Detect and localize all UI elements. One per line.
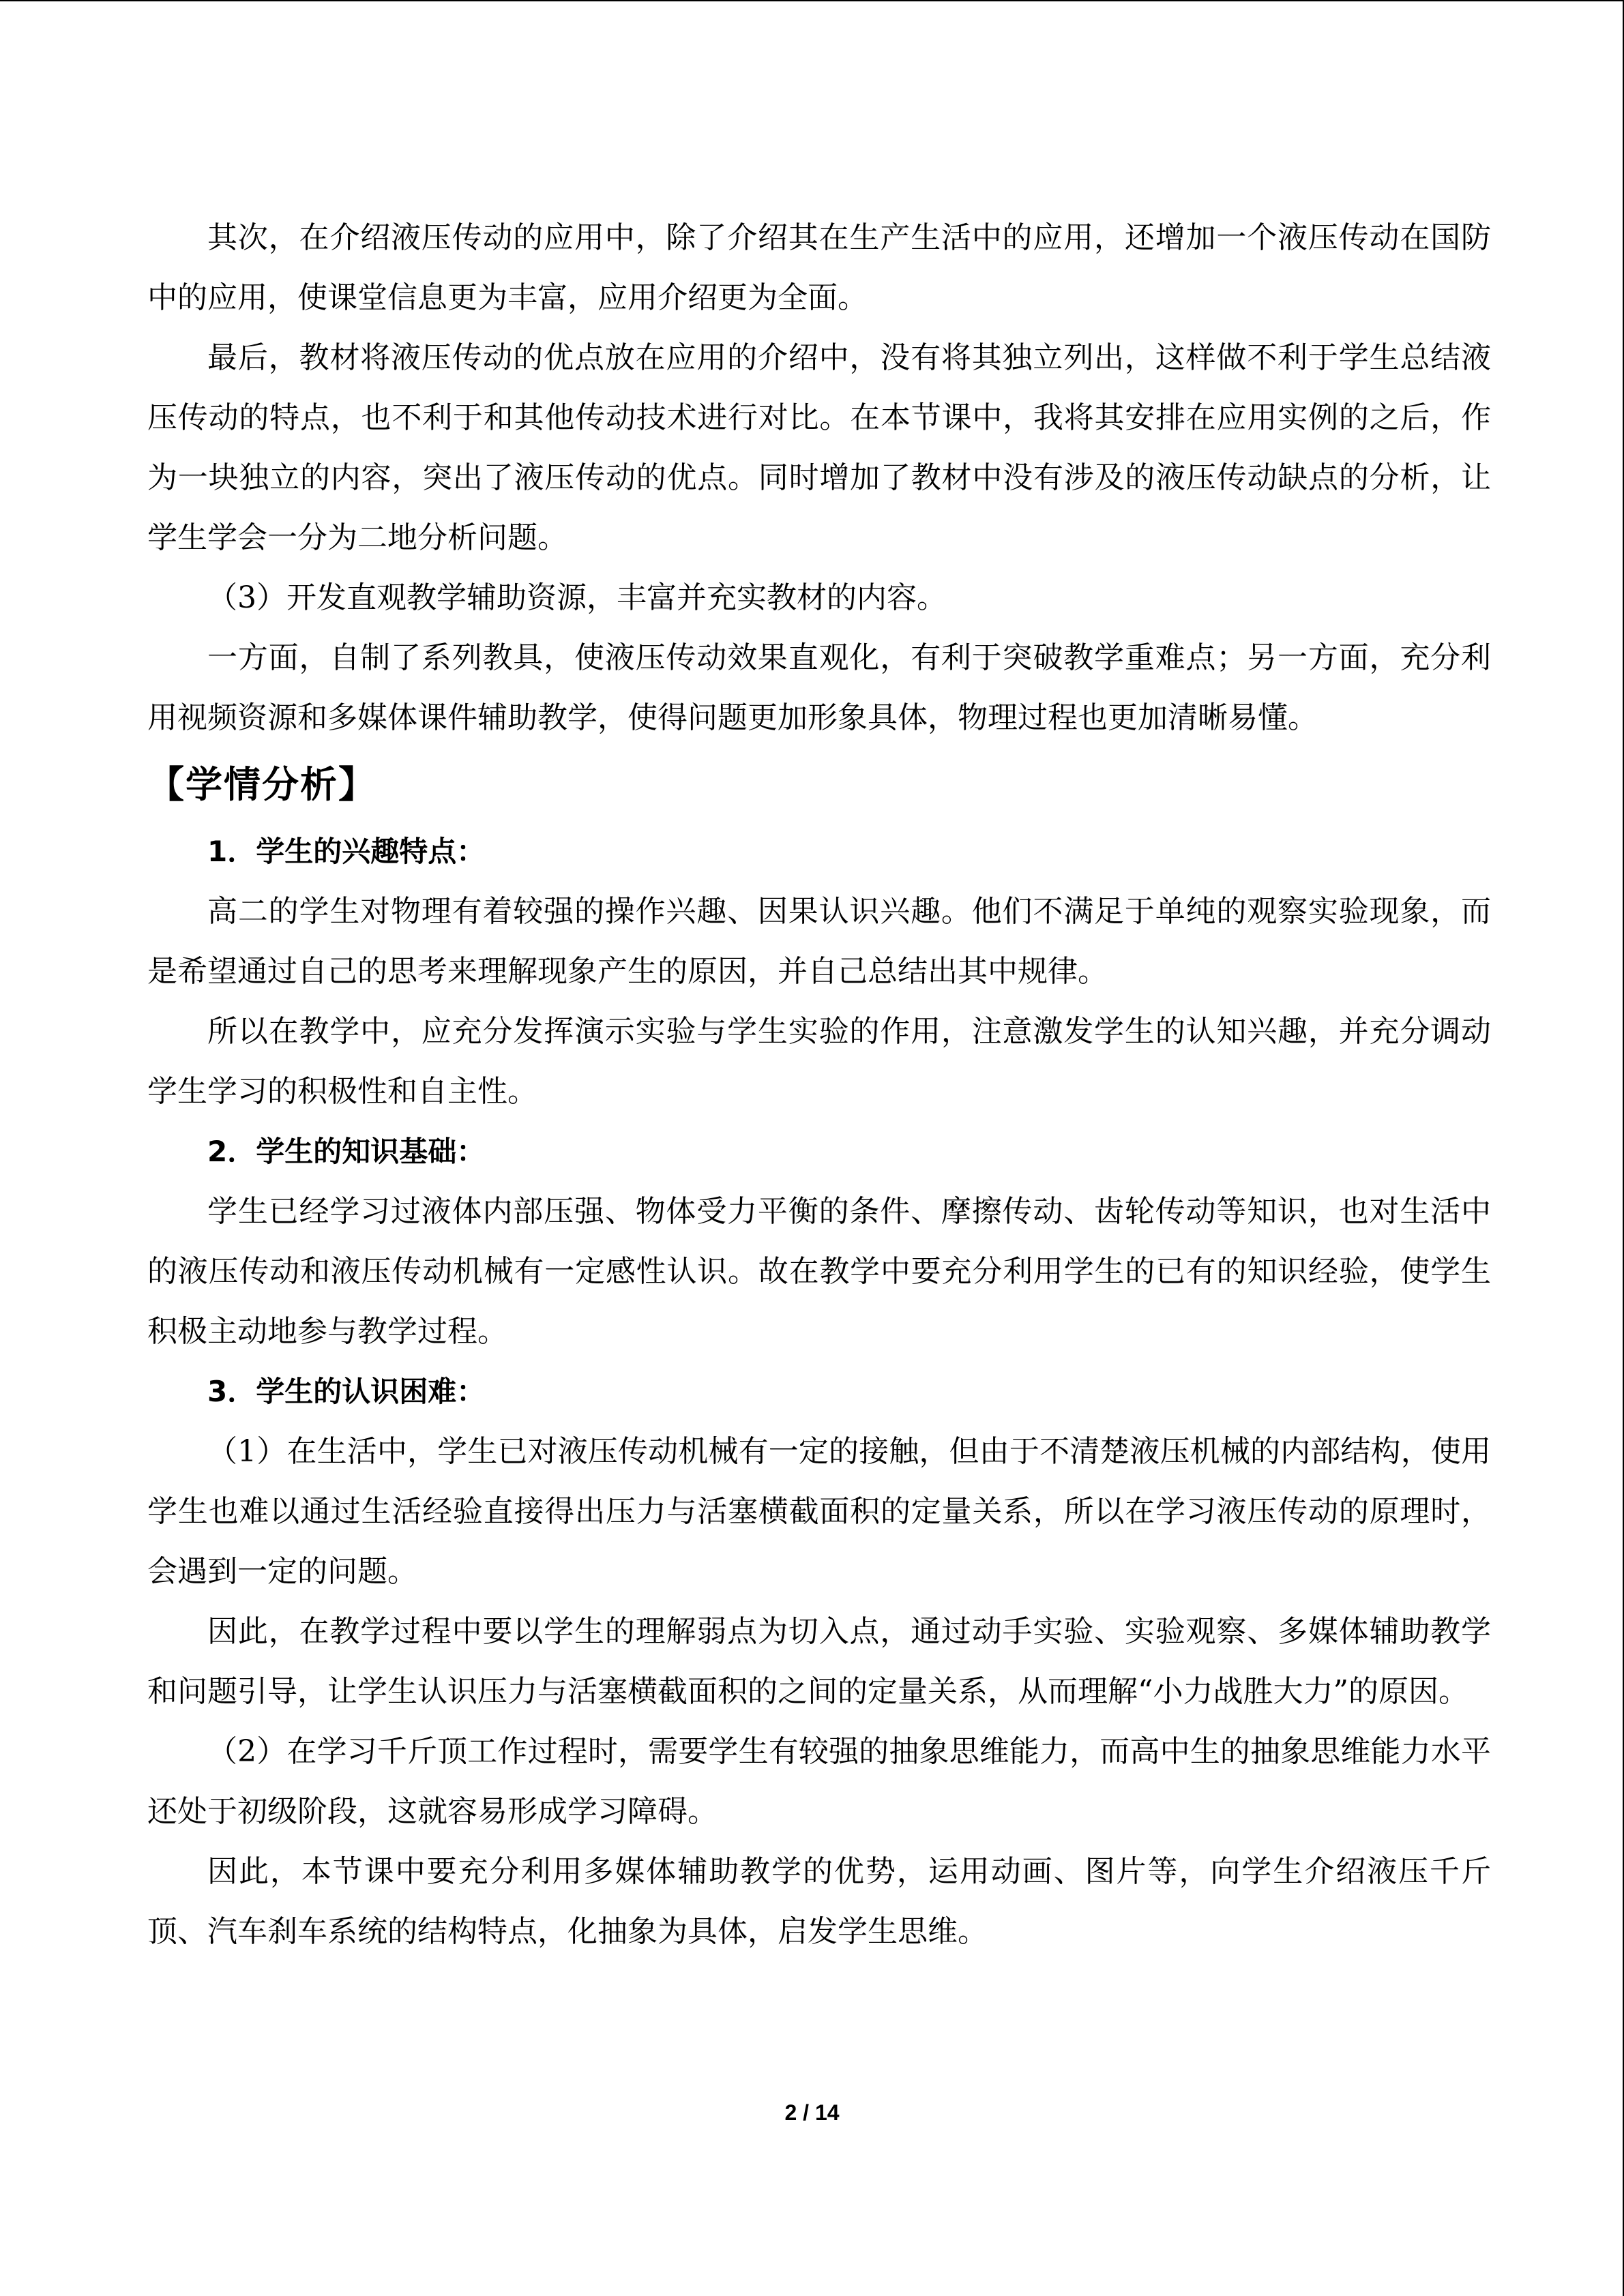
paragraph-interest-1: 高二的学生对物理有着较强的操作兴趣、因果认识兴趣。他们不满足于单纯的观察实验现象，而是希望通过自己的思考来理解现象产生的原因，并自己总结出其中规律。 <box>147 894 1491 989</box>
paragraph-secondly: 其次，在介绍液压传动的应用中，除了介绍其在生产生活中的应用，还增加一个液压传动在国防中的应用，使课堂信息更为丰富，应用介绍更为全面。 <box>147 220 1491 315</box>
item-3-title: （3）开发直观教学辅助资源，丰富并充实教材的内容。 <box>207 580 947 615</box>
item-3-body: 一方面，自制了系列教具，使液压传动效果直观化，有利于突破教学重难点；另一方面，充分利用视频资源和多媒体课件辅助教学，使得问题更加形象具体，物理过程也更加清晰易懂。 <box>147 640 1491 735</box>
subheading-knowledge: 2．学生的知识基础： <box>207 1135 486 1168</box>
paragraph-difficulty-4: 因此，本节课中要充分利用多媒体辅助教学的优势，运用动画、图片等，向学生介绍液压千斤顶、汽车刹车系统的结构特点，化抽象为具体，启发学生思维。 <box>147 1854 1491 1949</box>
paragraph-finally: 最后，教材将液压传动的优点放在应用的介绍中，没有将其独立列出，这样做不利于学生总结液压传动的特点，也不利于和其他传动技术进行对比。在本节课中，我将其安排在应用实例的之后，作为一块独立的内容，突出了液压传动的优点。同时增加了教材中没有涉及的液压传动缺点的分析，让学生学会一分为二地分析问题。 <box>147 340 1491 555</box>
paragraph-difficulty-2: 因此，在教学过程中要以学生的理解弱点为切入点，通过动手实验、实验观察、多媒体辅助教学和问题引导，让学生认识压力与活塞横截面积的之间的定量关系，从而理解“小力战胜大力”的原因。 <box>147 1614 1491 1709</box>
paragraph-knowledge-1: 学生已经学习过液体内部压强、物体受力平衡的条件、摩擦传动、齿轮传动等知识，也对生活中的液压传动和液压传动机械有一定感性认识。故在教学中要充分利用学生的已有的知识经验，使学生积极主动地参与教学过程。 <box>147 1194 1491 1349</box>
paragraph-difficulty-3: （2）在学习千斤顶工作过程时，需要学生有较强的抽象思维能力，而高中生的抽象思维能力水平还处于初级阶段，这就容易形成学习障碍。 <box>147 1734 1491 1829</box>
subheading-difficulties: 3．学生的认识困难： <box>207 1375 486 1408</box>
subheading-interest: 1．学生的兴趣特点： <box>207 835 486 868</box>
paragraph-difficulty-1: （1）在生活中，学生已对液压传动机械有一定的接触，但由于不清楚液压机械的内部结构，使用学生也难以通过生活经验直接得出压力与活塞横截面积的定量关系，所以在学习液压传动的原理时，会遇到一定的问题。 <box>147 1434 1491 1589</box>
section-heading-student-analysis: 【学情分析】 <box>147 763 377 806</box>
paragraph-interest-2: 所以在教学中，应充分发挥演示实验与学生实验的作用，注意激发学生的认知兴趣，并充分调动学生学习的积极性和自主性。 <box>147 1014 1491 1109</box>
document-body <box>147 208 1491 1962</box>
page-number: 2 / 14 <box>784 2100 840 2125</box>
